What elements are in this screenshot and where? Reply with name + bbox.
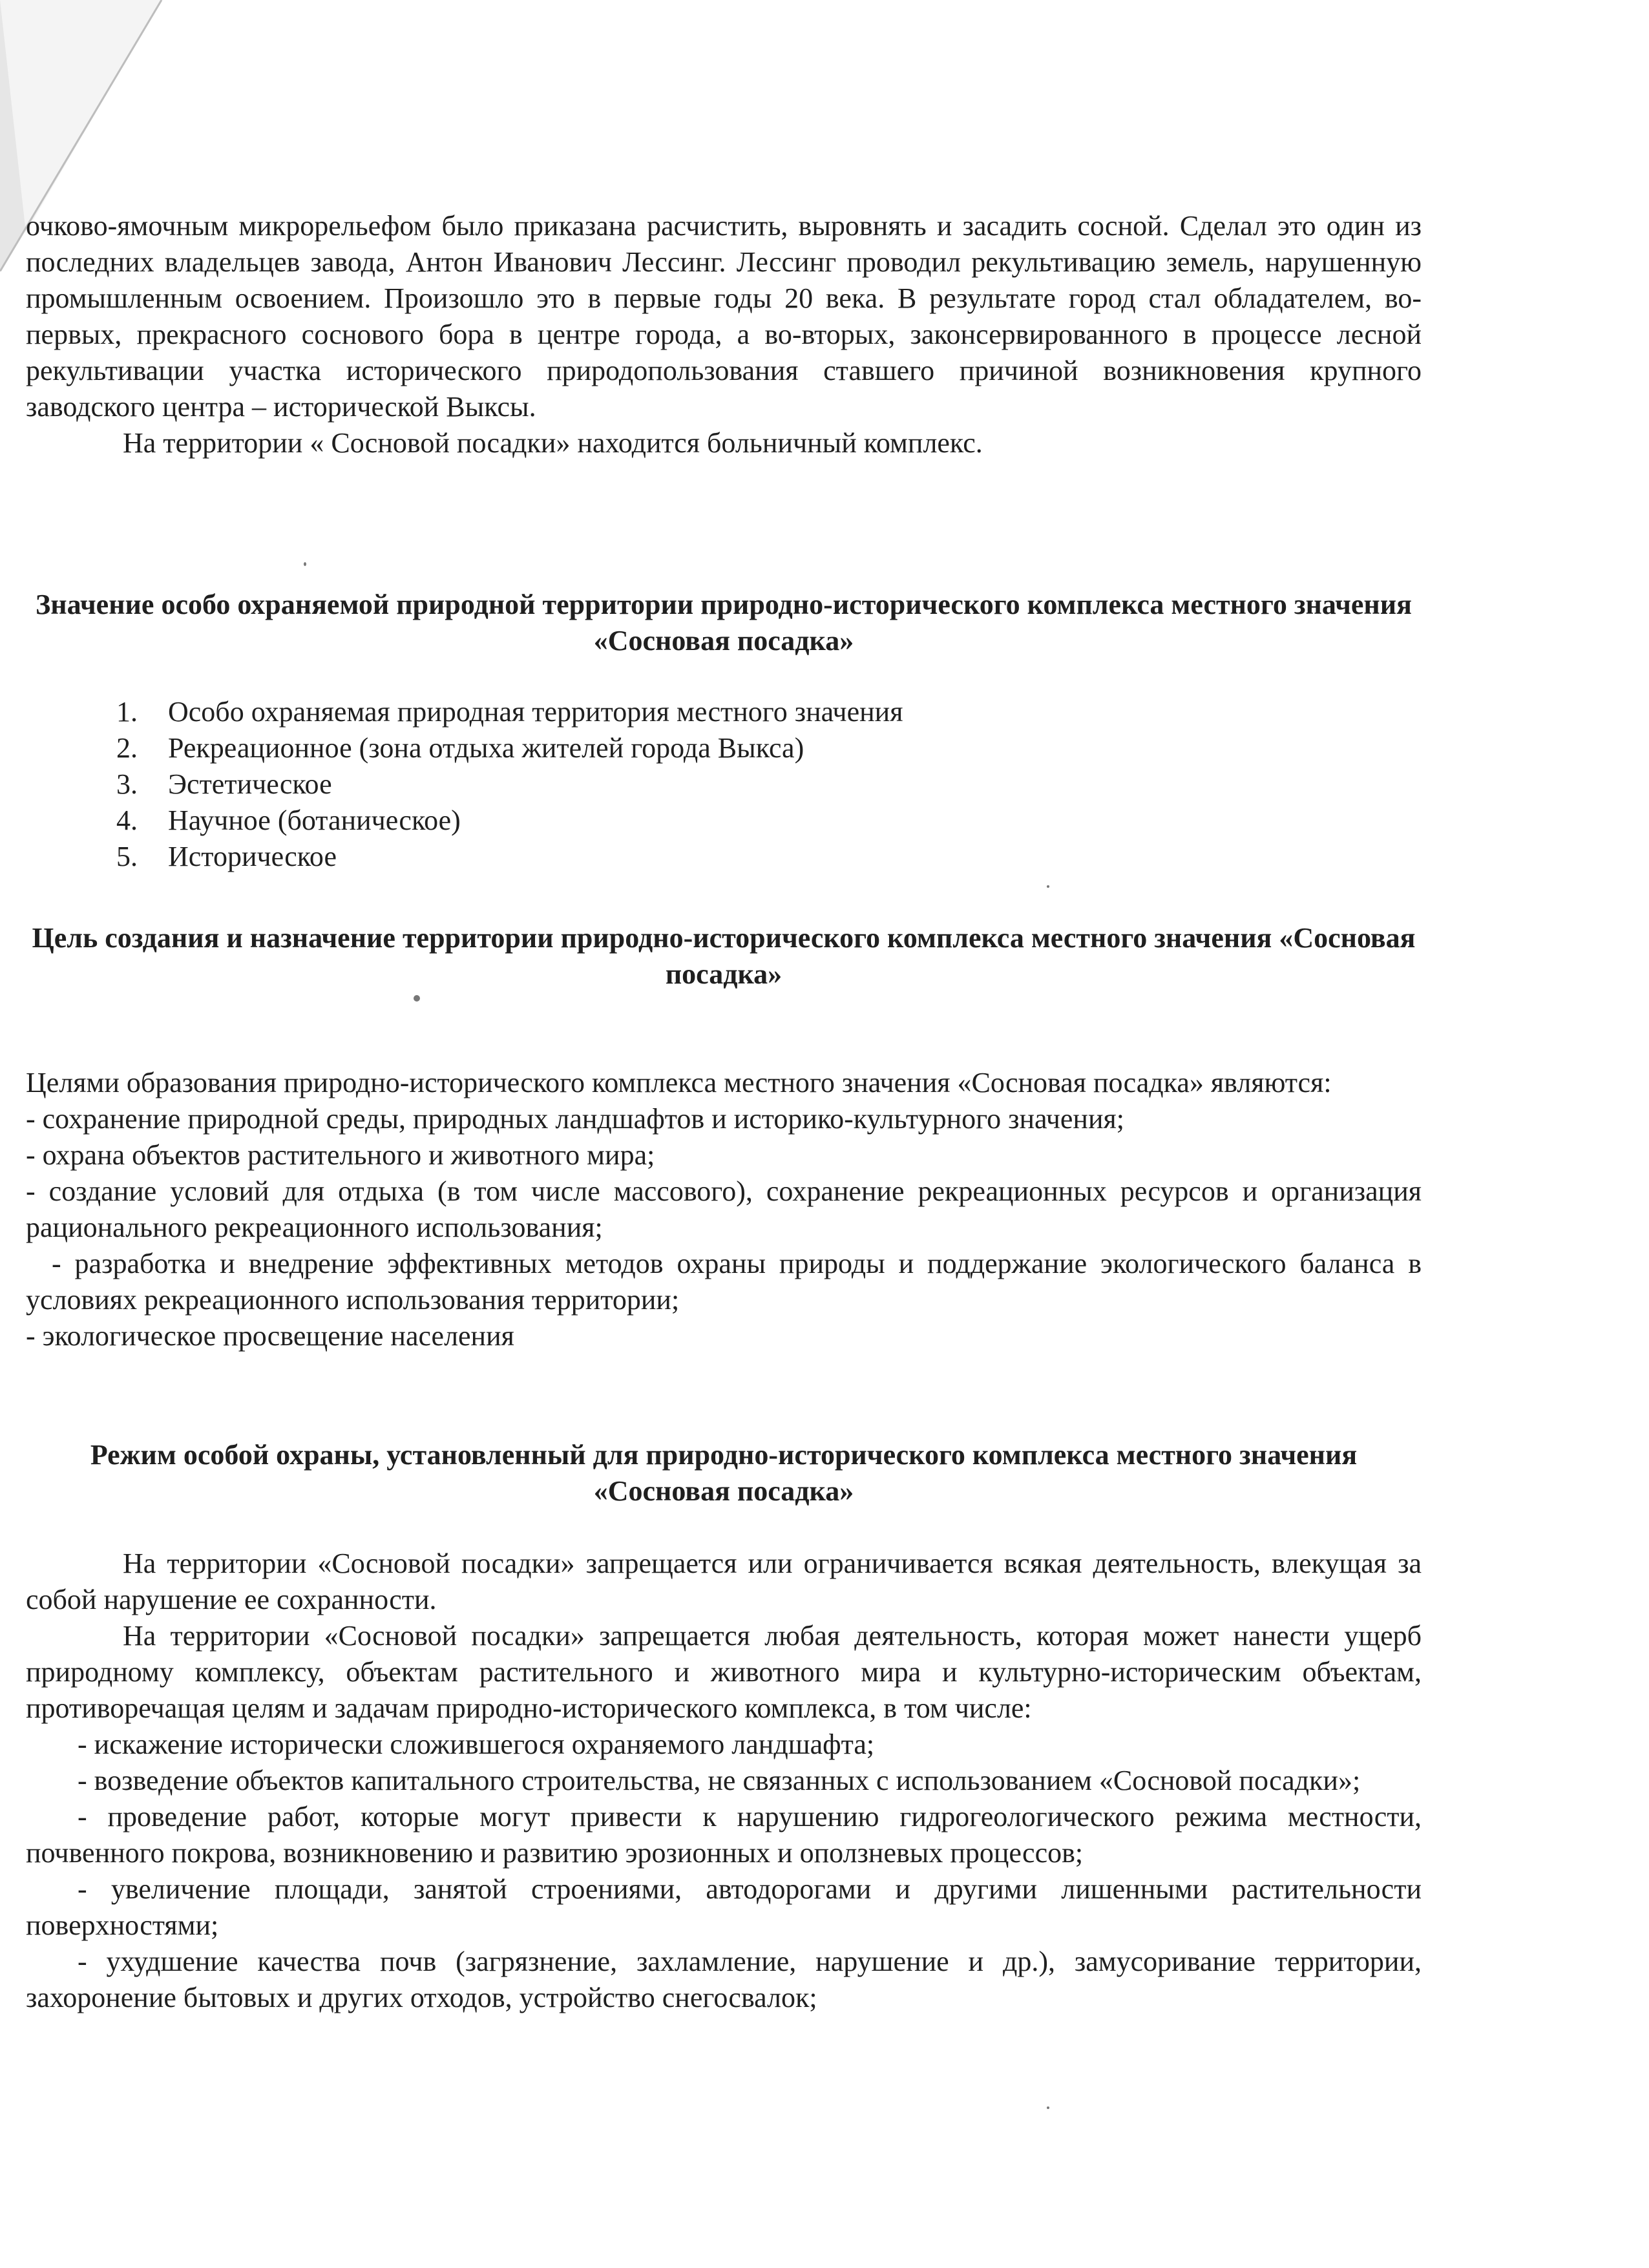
regime-item: - возведение объектов капитального строительства, не связанных с использованием «Сосновой посадки»; [78, 1765, 1361, 1796]
regime-item: - увеличение площади, занятой строениями, автодорогами и другими лишенными растительности поверхностями; [26, 1873, 1422, 1941]
hospital-text: На территории « Сосновой посадки» находится больничный комплекс. [123, 427, 983, 459]
significance-list [116, 694, 1150, 875]
goals-item: - создание условий для отдыха (в том числе массового), сохранение рекреационных ресурсов и организация рационального рекреационного использования; [26, 1175, 1422, 1243]
list-item: 2. Рекреационное (зона отдыха жителей города Выкса) [116, 732, 804, 764]
scan-speck [304, 562, 306, 566]
list-item: 4. Научное (ботаническое) [116, 804, 461, 836]
scan-speck [1047, 2106, 1049, 2109]
intro-text: очково-ямочным микрорельефом было приказана расчистить, выровнять и засадить сосной. Сделал это один из последних владельцев завода, Антон Иванович Лессинг. Лессинг проводил рекультивацию земель, нарушенную промышленным освоением. Произошло это в первые годы 20 века. В результате город стал обладателем, во-первых, прекрасного соснового бора в центре города, а во-вторых, законсервированного в процессе лесной рекультивации участка исторического природопользования ставшего причиной возникновения крупного заводского центра – исторической Выксы. [26, 210, 1422, 423]
list-item: 1. Особо охраняемая природная территория местного значения [116, 696, 903, 728]
goals-item: - сохранение природной среды, природных ландшафтов и историко-культурного значения; [26, 1103, 1124, 1135]
regime-item: - искажение исторически сложившегося охраняемого ландшафта; [78, 1728, 875, 1760]
list-item: 5. Историческое [116, 841, 337, 872]
regime-para1: На территории «Сосновой посадки» запрещается или ограничивается всякая деятельность, влекущая за собой нарушение ее сохранности. [26, 1548, 1422, 1615]
scan-speck [1047, 885, 1049, 888]
goals-item: - экологическое просвещение населения [26, 1320, 514, 1352]
regime-item: - ухудшение качества почв (загрязнение, захламление, нарушение и др.), замусоривание территории, захоронение бытовых и других отходов, устройство снегосвалок; [26, 1946, 1422, 2013]
regime-heading: Режим особой охраны, установленный для природно-исторического комплекса местного значения «Сосновая посадка» [90, 1439, 1358, 1507]
goals-intro: Целями образования природно-исторического комплекса местного значения «Сосновая посадка» являются: [26, 1067, 1332, 1098]
goals-paragraph [26, 1065, 1422, 1354]
scan-speck [414, 995, 420, 1002]
significance-heading: Значение особо охраняемой природной территории природно-исторического комплекса местного значения «Сосновая посадка» [36, 589, 1412, 656]
goals-item: - охрана объектов растительного и животного мира; [26, 1139, 655, 1171]
intro-paragraph [26, 208, 1422, 461]
regime-paragraph [26, 1546, 1422, 2016]
goals-heading: Цель создания и назначение территории природно-исторического комплекса местного значения «Сосновая посадка» [32, 922, 1416, 990]
regime-para2: На территории «Сосновой посадки» запрещается любая деятельность, которая может нанести ущерб природному комплексу, объектам растительного и животного мира и культурно-историческим объектам, противоречащая целям и задачам природно-исторического комплекса, в том числе: [26, 1620, 1422, 1724]
list-item: 3. Эстетическое [116, 768, 332, 800]
regime-item: - проведение работ, которые могут привести к нарушению гидрогеологического режима местности, почвенного покрова, возникновению и развитию эрозионных и оползневых процессов; [26, 1801, 1422, 1869]
goals-item: - разработка и внедрение эффективных методов охраны природы и поддержание экологического баланса в условиях рекреационного использования территории; [26, 1248, 1422, 1316]
